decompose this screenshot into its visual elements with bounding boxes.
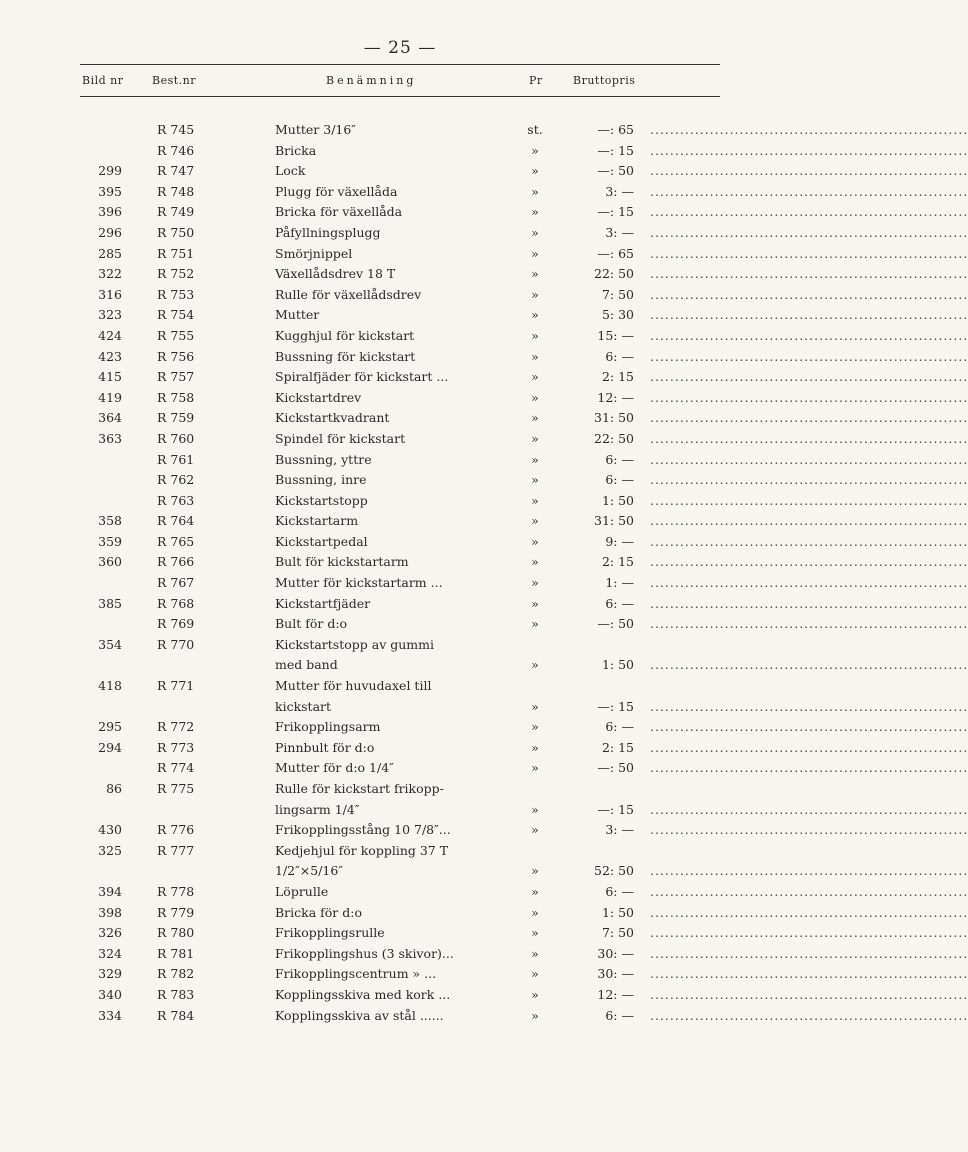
unit: » — [531, 739, 539, 755]
gross-price: 6: — — [605, 595, 634, 611]
best-nr: R 758 — [157, 389, 195, 405]
best-nr: R 783 — [157, 986, 195, 1002]
table-row — [0, 408, 968, 429]
net-price-leader-dots: ................................................................ — [650, 575, 968, 591]
gross-price: —: 15 — [597, 204, 634, 220]
unit: » — [531, 533, 539, 549]
bild-nr: 294 — [98, 739, 122, 755]
part-name: Frikopplingsstång 10 7/8″... — [275, 822, 451, 838]
part-name: Bussning för kickstart — [275, 348, 416, 364]
part-name: Frikopplingscentrum » ... — [275, 966, 437, 982]
bild-nr: 295 — [98, 719, 122, 735]
best-nr: R 757 — [157, 369, 195, 385]
table-row — [0, 511, 968, 532]
table-row — [0, 182, 968, 203]
gross-price: 6: — — [605, 1007, 634, 1023]
best-nr: R 781 — [157, 945, 195, 961]
table-row — [0, 285, 968, 306]
gross-price: 15: — — [597, 327, 634, 343]
net-price-leader-dots: ................................................................ — [650, 533, 968, 549]
net-price-leader-dots: ................................................................ — [650, 760, 968, 776]
unit: » — [531, 616, 539, 632]
part-name: Lock — [275, 163, 306, 179]
header-benamning: Benämning — [326, 74, 417, 87]
part-name: Kickstartdrev — [275, 389, 362, 405]
table-row — [0, 347, 968, 368]
bild-nr: 285 — [98, 245, 122, 261]
unit: » — [531, 369, 539, 385]
table-row — [0, 882, 968, 903]
best-nr: R 749 — [157, 204, 195, 220]
table-row — [0, 491, 968, 512]
gross-price: 1: 50 — [601, 492, 634, 508]
net-price-leader-dots: ................................................................ — [650, 863, 968, 879]
part-name: Smörjnippel — [275, 245, 353, 261]
best-nr: R 755 — [157, 327, 195, 343]
unit: » — [531, 945, 539, 961]
table-row — [0, 985, 968, 1006]
net-price-leader-dots: ................................................................ — [650, 945, 968, 961]
part-name: Bult för kickstartarm — [275, 554, 409, 570]
header-top-rule — [80, 64, 720, 65]
gross-price: 30: — — [597, 966, 634, 982]
gross-price: 31: 50 — [594, 513, 634, 529]
bild-nr: 394 — [98, 883, 122, 899]
unit: » — [531, 719, 539, 735]
part-name: Kopplingsskiva med kork ... — [275, 986, 451, 1002]
part-name: Kickstartstopp — [275, 492, 368, 508]
bild-nr: 364 — [98, 410, 122, 426]
part-name: Löprulle — [275, 883, 329, 899]
net-price-leader-dots: ................................................................ — [650, 183, 968, 199]
gross-price: 5: 30 — [601, 307, 634, 323]
part-name: Kedjehjul för koppling 37 T — [275, 842, 449, 858]
best-nr: R 759 — [157, 410, 195, 426]
unit: » — [531, 204, 539, 220]
gross-price: —: 50 — [597, 616, 634, 632]
bild-nr: 360 — [98, 554, 122, 570]
gross-price: 1: 50 — [601, 904, 634, 920]
bild-nr: 418 — [98, 678, 122, 694]
net-price-leader-dots: ................................................................ — [650, 472, 968, 488]
best-nr: R 751 — [157, 245, 195, 261]
unit: » — [531, 1007, 539, 1023]
parts-table — [0, 120, 968, 1026]
unit: » — [531, 389, 539, 405]
page-number: — 25 — — [363, 38, 437, 58]
net-price-leader-dots: ................................................................ — [650, 245, 968, 261]
bild-nr: 86 — [106, 781, 122, 796]
part-name: Frikopplingshus (3 skivor)... — [275, 945, 454, 961]
table-row — [0, 470, 968, 491]
unit: » — [531, 266, 539, 282]
part-name: Frikopplingsarm — [275, 719, 381, 735]
part-name: Kickstartarm — [275, 513, 359, 529]
best-nr: R 756 — [157, 348, 195, 364]
net-price-leader-dots: ................................................................ — [650, 657, 968, 673]
best-nr: R 766 — [157, 554, 195, 570]
part-name: Påfyllningsplugg — [275, 224, 381, 240]
best-nr: R 771 — [157, 678, 195, 694]
unit: » — [531, 327, 539, 343]
best-nr: R 752 — [157, 266, 195, 282]
table-row — [0, 635, 968, 676]
bild-nr: 340 — [98, 986, 122, 1002]
best-nr: R 765 — [157, 533, 195, 549]
gross-price: 2: 15 — [601, 369, 634, 385]
net-price-leader-dots: ................................................................ — [650, 204, 968, 220]
bild-nr: 396 — [98, 204, 122, 220]
net-price-leader-dots: ................................................................ — [650, 986, 968, 1002]
part-name: Rulle för kickstart frikopp- — [275, 781, 444, 796]
best-nr: R 754 — [157, 307, 195, 323]
bild-nr: 395 — [98, 183, 122, 199]
best-nr: R 782 — [157, 966, 195, 982]
gross-price: 1: 50 — [601, 657, 634, 673]
bild-nr: 329 — [98, 966, 122, 982]
gross-price: 7: 50 — [601, 286, 634, 302]
best-nr: R 753 — [157, 286, 195, 302]
best-nr: R 773 — [157, 739, 195, 755]
part-name: Frikopplingsrulle — [275, 925, 385, 941]
unit: » — [531, 245, 539, 261]
net-price-leader-dots: ................................................................ — [650, 925, 968, 941]
part-name: Bult för d:o — [275, 616, 348, 632]
net-price-leader-dots: ................................................................ — [650, 122, 968, 137]
net-price-leader-dots: ................................................................ — [650, 307, 968, 323]
gross-price: 12: — — [597, 389, 634, 405]
best-nr: R 779 — [157, 904, 195, 920]
unit: » — [531, 863, 539, 879]
net-price-leader-dots: ................................................................ — [650, 883, 968, 899]
net-price-leader-dots: ................................................................ — [650, 904, 968, 920]
gross-price: 1: — — [605, 575, 634, 591]
table-row — [0, 573, 968, 594]
net-price-leader-dots: ................................................................ — [650, 719, 968, 735]
bild-nr: 334 — [98, 1007, 122, 1023]
best-nr: R 767 — [157, 575, 195, 591]
net-price-leader-dots: ................................................................ — [650, 554, 968, 570]
table-row — [0, 552, 968, 573]
bild-nr: 299 — [98, 163, 122, 179]
best-nr: R 784 — [157, 1007, 195, 1023]
net-price-leader-dots: ................................................................ — [650, 389, 968, 405]
table-row — [0, 1006, 968, 1027]
unit: » — [531, 925, 539, 941]
part-name: Bricka för d:o — [275, 904, 362, 920]
table-row — [0, 141, 968, 162]
best-nr: R 746 — [157, 142, 195, 158]
table-row — [0, 202, 968, 223]
unit: » — [531, 554, 539, 570]
table-row — [0, 367, 968, 388]
bild-nr: 326 — [98, 925, 122, 941]
table-row — [0, 450, 968, 471]
unit: » — [531, 163, 539, 179]
unit: » — [531, 307, 539, 323]
table-row — [0, 532, 968, 553]
table-header — [0, 74, 800, 92]
best-nr: R 769 — [157, 616, 195, 632]
table-row — [0, 244, 968, 265]
best-nr: R 760 — [157, 430, 195, 446]
table-row — [0, 223, 968, 244]
header-best: Best.nr — [152, 74, 196, 87]
gross-price: 6: — — [605, 472, 634, 488]
part-name: Växellådsdrev 18 T — [275, 266, 396, 282]
gross-price: 3: — — [605, 822, 634, 838]
bild-nr: 324 — [98, 945, 122, 961]
bild-nr: 325 — [98, 842, 122, 858]
net-price-leader-dots: ................................................................ — [650, 410, 968, 426]
gross-price: 52: 50 — [594, 863, 634, 879]
table-row — [0, 923, 968, 944]
net-price-leader-dots: ................................................................ — [650, 513, 968, 529]
unit: » — [531, 183, 539, 199]
gross-price: 12: — — [597, 986, 634, 1002]
unit: » — [531, 986, 539, 1002]
best-nr: R 780 — [157, 925, 195, 941]
best-nr: R 777 — [157, 842, 195, 858]
unit: » — [531, 698, 539, 714]
gross-price: —: 65 — [597, 122, 634, 137]
bild-nr: 363 — [98, 430, 122, 446]
net-price-leader-dots: ................................................................ — [650, 348, 968, 364]
unit: » — [531, 451, 539, 467]
gross-price: —: 50 — [597, 760, 634, 776]
best-nr: R 764 — [157, 513, 195, 529]
gross-price: —: 15 — [597, 801, 634, 817]
part-name: Kickstartpedal — [275, 533, 368, 549]
gross-price: 9: — — [605, 533, 634, 549]
bild-nr: 358 — [98, 513, 122, 529]
bild-nr: 296 — [98, 224, 122, 240]
part-name: Pinnbult för d:o — [275, 739, 375, 755]
bild-nr: 423 — [98, 348, 122, 364]
part-name: Kugghjul för kickstart — [275, 327, 415, 343]
gross-price: 31: 50 — [594, 410, 634, 426]
table-row — [0, 944, 968, 965]
best-nr: R 774 — [157, 760, 195, 776]
best-nr: R 750 — [157, 224, 195, 240]
unit: » — [531, 822, 539, 838]
gross-price: 6: — — [605, 348, 634, 364]
header-pr: Pr — [529, 74, 543, 87]
part-name: Bussning, inre — [275, 472, 367, 488]
unit: » — [531, 657, 539, 673]
unit: » — [531, 760, 539, 776]
part-name: Bricka — [275, 142, 317, 158]
table-row — [0, 779, 968, 820]
bild-nr: 385 — [98, 595, 122, 611]
header-bild: Bild nr — [82, 74, 124, 87]
part-name: Mutter — [275, 307, 320, 323]
gross-price: 6: — — [605, 883, 634, 899]
bild-nr: 415 — [98, 369, 122, 385]
net-price-leader-dots: ................................................................ — [650, 286, 968, 302]
bild-nr: 316 — [98, 286, 122, 302]
table-row — [0, 841, 968, 882]
best-nr: R 772 — [157, 719, 195, 735]
best-nr: R 747 — [157, 163, 195, 179]
table-row — [0, 614, 968, 635]
net-price-leader-dots: ................................................................ — [650, 822, 968, 838]
gross-price: 7: 50 — [601, 925, 634, 941]
table-row — [0, 264, 968, 285]
part-name: Rulle för växellådsdrev — [275, 286, 422, 302]
best-nr: R 745 — [157, 122, 195, 137]
gross-price: 22: 50 — [594, 430, 634, 446]
unit: » — [531, 513, 539, 529]
part-name-continued: lingsarm 1/4″ — [275, 801, 360, 817]
net-price-leader-dots: ................................................................ — [650, 739, 968, 755]
table-row — [0, 388, 968, 409]
gross-price: —: 65 — [597, 245, 634, 261]
net-price-leader-dots: ................................................................ — [650, 801, 968, 817]
table-row — [0, 161, 968, 182]
part-name: Bricka för växellåda — [275, 204, 403, 220]
part-name: Kickstartfjäder — [275, 595, 371, 611]
best-nr: R 763 — [157, 492, 195, 508]
table-row — [0, 758, 968, 779]
table-row — [0, 326, 968, 347]
best-nr: R 748 — [157, 183, 195, 199]
table-row — [0, 594, 968, 615]
part-name: Kickstartkvadrant — [275, 410, 390, 426]
table-row — [0, 717, 968, 738]
gross-price: 2: 15 — [601, 739, 634, 755]
unit: » — [531, 575, 539, 591]
bild-nr: 430 — [98, 822, 122, 838]
bild-nr: 419 — [98, 389, 122, 405]
net-price-leader-dots: ................................................................ — [650, 595, 968, 611]
part-name: Spiralfjäder för kickstart ... — [275, 369, 449, 385]
part-name-continued: 1/2″×5/16″ — [275, 863, 343, 879]
unit: » — [531, 883, 539, 899]
part-name: Mutter för huvudaxel till — [275, 678, 432, 694]
net-price-leader-dots: ................................................................ — [650, 966, 968, 982]
unit: » — [531, 966, 539, 982]
part-name-continued: kickstart — [275, 698, 332, 714]
gross-price: 30: — — [597, 945, 634, 961]
unit: » — [531, 801, 539, 817]
bild-nr: 359 — [98, 533, 122, 549]
best-nr: R 762 — [157, 472, 195, 488]
net-price-leader-dots: ................................................................ — [650, 369, 968, 385]
net-price-leader-dots: ................................................................ — [650, 451, 968, 467]
gross-price: 22: 50 — [594, 266, 634, 282]
best-nr: R 776 — [157, 822, 195, 838]
part-name: Mutter för kickstartarm ... — [275, 575, 443, 591]
gross-price: 2: 15 — [601, 554, 634, 570]
table-row — [0, 738, 968, 759]
gross-price: 6: — — [605, 719, 634, 735]
net-price-leader-dots: ................................................................ — [650, 430, 968, 446]
part-name: Kopplingsskiva av stål ...... — [275, 1007, 444, 1023]
gross-price: 3: — — [605, 183, 634, 199]
unit: » — [531, 142, 539, 158]
unit: » — [531, 595, 539, 611]
part-name: Spindel för kickstart — [275, 430, 406, 446]
gross-price: —: 15 — [597, 698, 634, 714]
bild-nr: 354 — [98, 636, 122, 652]
net-price-leader-dots: ................................................................ — [650, 327, 968, 343]
unit: st. — [527, 122, 543, 137]
best-nr: R 761 — [157, 451, 195, 467]
gross-price: 3: — — [605, 224, 634, 240]
part-name: Mutter 3/16″ — [275, 122, 356, 137]
unit: » — [531, 904, 539, 920]
header-bottom-rule — [80, 96, 720, 97]
unit: » — [531, 224, 539, 240]
part-name-continued: med band — [275, 657, 338, 673]
net-price-leader-dots: ................................................................ — [650, 224, 968, 240]
net-price-leader-dots: ................................................................ — [650, 698, 968, 714]
bild-nr: 322 — [98, 266, 122, 282]
gross-price: 6: — — [605, 451, 634, 467]
net-price-leader-dots: ................................................................ — [650, 616, 968, 632]
unit: » — [531, 472, 539, 488]
unit: » — [531, 492, 539, 508]
best-nr: R 768 — [157, 595, 195, 611]
part-name: Kickstartstopp av gummi — [275, 636, 434, 652]
bild-nr: 323 — [98, 307, 122, 323]
gross-price: —: 15 — [597, 142, 634, 158]
part-name: Mutter för d:o 1/4″ — [275, 760, 394, 776]
unit: » — [531, 286, 539, 302]
table-row — [0, 903, 968, 924]
part-name: Plugg för växellåda — [275, 183, 398, 199]
best-nr: R 778 — [157, 883, 195, 899]
net-price-leader-dots: ................................................................ — [650, 1007, 968, 1023]
net-price-leader-dots: ................................................................ — [650, 142, 968, 158]
unit: » — [531, 430, 539, 446]
net-price-leader-dots: ................................................................ — [650, 266, 968, 282]
bild-nr: 398 — [98, 904, 122, 920]
table-row — [0, 964, 968, 985]
header-bruttopris: Bruttopris — [573, 74, 636, 87]
table-row — [0, 120, 968, 141]
part-name: Bussning, yttre — [275, 451, 372, 467]
best-nr: R 770 — [157, 636, 195, 652]
net-price-leader-dots: ................................................................ — [650, 163, 968, 179]
table-row — [0, 429, 968, 450]
unit: » — [531, 410, 539, 426]
bild-nr: 424 — [98, 327, 122, 343]
table-row — [0, 820, 968, 841]
best-nr: R 775 — [157, 781, 195, 796]
unit: » — [531, 348, 539, 364]
gross-price: —: 50 — [597, 163, 634, 179]
table-row — [0, 676, 968, 717]
table-row — [0, 305, 968, 326]
net-price-leader-dots: ................................................................ — [650, 492, 968, 508]
